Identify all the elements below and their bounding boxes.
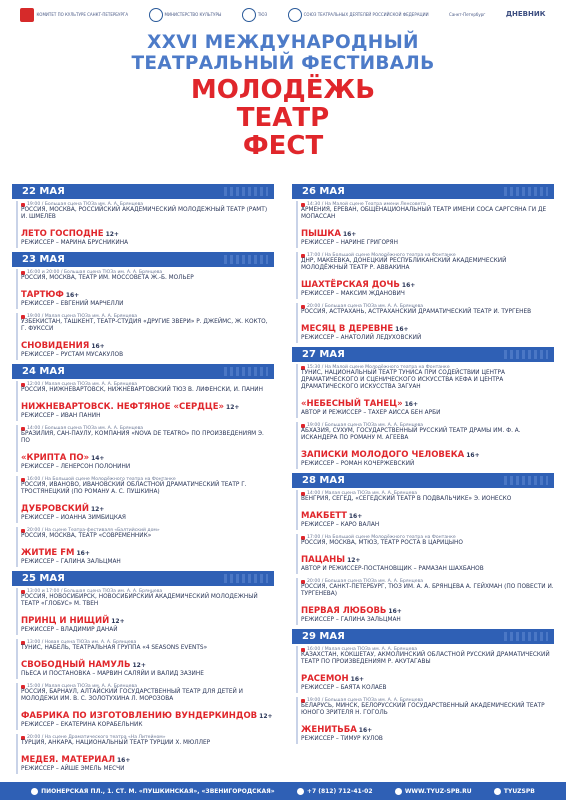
event-item (16, 683, 274, 730)
event-show-line (301, 442, 554, 461)
event-venue-text: 17:00 / На Большой сцене Молодёжного театра на Фонтанке (307, 535, 456, 540)
event-venue-text: 14:00 / Большая сцена ТЮЗа им. А. А. Брянцева (27, 426, 144, 431)
day-date-header: 28 МАЯ (292, 473, 554, 488)
day-block (12, 252, 274, 360)
venue-marker-icon (21, 315, 25, 319)
minkult-logo: МИНИСТЕРСТВО КУЛЬТУРЫ (149, 8, 222, 22)
event-item (16, 476, 274, 523)
venue-marker-icon (21, 427, 25, 431)
event-director: РЕЖИССЕР – ИОАННА ЗИМБИЦКАЯ (21, 515, 126, 521)
event-show-title: ЗАПИСКИ МОЛОДОГО ЧЕЛОВЕКА (301, 450, 465, 460)
event-director: РЕЖИССЕР – МАРИНА БРУСНИКИНА (21, 240, 129, 246)
event-show-line (301, 316, 554, 335)
event-age-rating: 12+ (132, 662, 146, 669)
event-director: РЕЖИССЕР – ТИМУР КУЛОВ (301, 736, 383, 742)
event-age-rating: 14+ (91, 455, 105, 462)
venue-marker-icon (301, 254, 305, 258)
event-company: РОССИЯ, ИВАНОВО, ИВАНОВСКИЙ ОБЛАСТНОЙ ДРАМАТИЧЕСКИЙ ТЕАТР Г. ТРОСТЯНЕЦКИЙ (ПО РОМАНУ А. С. ПУШКИНА) (21, 482, 247, 495)
event-venue-text: 20:00 / На сцене Театра-фестиваля «Балтийский дом» (27, 528, 160, 533)
event-company: РОССИЯ, САНКТ-ПЕТЕРБУРГ, ТЮЗ ИМ. А. А. БРЯНЦЕВА А. ГЕЙХМАН (ПО ПОВЕСТИ И. ТУРГЕНЕВА) (301, 584, 554, 597)
day-block (292, 347, 554, 469)
event-company: АРМЕНИЯ, ЕРЕВАН, ОБЩЕНАЦИОНАЛЬНЫЙ ТЕАТР ИМЕНИ СОСА САРГСЯНА ГИ ДЕ МОПАССАН (301, 207, 547, 220)
event-director: АВТОР И РЕЖИССЕР – ТАХЕР АИССА БЕН АРБИ (301, 410, 441, 416)
event-item (296, 646, 554, 693)
event-show-title: «КРИПТА ПО» (21, 453, 90, 463)
event-age-rating: 16+ (401, 282, 416, 289)
event-show-line (301, 717, 554, 736)
day-block (12, 364, 274, 567)
venue-marker-icon (301, 580, 305, 584)
event-item (16, 313, 274, 360)
event-company: КАЗАХСТАН, КОКШЕТАУ, АКМОЛИНСКИЙ ОБЛАСТНОЙ РУССКИЙ ДРАМАТИЧЕСКИЙ ТЕАТР ПО ПРОИЗВЕДЕНИЯМ Р. АКУТАГАВЫ (301, 652, 550, 665)
event-show-title: ЛЕТО ГОСПОДНЕ (21, 229, 104, 239)
event-item (296, 697, 554, 744)
emblem-icon (288, 8, 302, 22)
event-show-title: «НЕБЕСНЫЙ ТАНЕЦ» (301, 399, 403, 409)
event-show-line (301, 272, 554, 291)
event-age-rating: 12+ (347, 557, 361, 564)
footer-phone[interactable]: +7 (812) 712-41-02 (297, 788, 373, 795)
event-show-title: ФАБРИКА ПО ИЗГОТОВЛЕНИЮ ВУНДЕРКИНДОВ (21, 711, 258, 721)
event-age-rating: 12+ (111, 618, 125, 625)
event-company: БЕЛАРУСЬ, МИНСК, БЕЛОРУССКИЙ ГОСУДАРСТВЕННЫЙ АКАДЕМИЧЕСКИЙ ТЕАТР ЮНОГО ЗРИТЕЛЯ Н. ГОГОЛЬ (301, 703, 545, 716)
event-venue-text: 13:00 / Новая сцена ТЮЗа им. А. А. Брянцева (27, 640, 137, 645)
day-block (292, 473, 554, 625)
event-venue-text: 19:00 / Большая сцена ТЮЗа им. А. А. Брянцева (307, 698, 424, 703)
event-show-title: ЖЕНИТЬБА (301, 725, 357, 735)
venue-marker-icon (301, 536, 305, 540)
event-venue-text: 17:00 / На Большой сцене Молодёжного театра на Фонтанке (307, 253, 456, 258)
venue-marker-icon (21, 641, 25, 645)
event-venue-text: 13:00 и 17:00 / Большая сцена ТЮЗа им. А. А. Брянцева (27, 589, 163, 594)
phone-icon (297, 788, 304, 795)
event-venue-text: 16:00 / Малая сцена ТЮЗа им. А. А. Брянцева (307, 647, 418, 652)
event-show-title: ЖИТИЕ FM (21, 548, 75, 558)
event-show-line (21, 445, 274, 464)
event-venue-text: 19:00 / Малая сцена ТЮЗа им. А. А. Брянцева (27, 314, 138, 319)
event-show-title: РАСЕМОН (301, 674, 349, 684)
vk-icon (494, 788, 501, 795)
event-director: ПЬЕСА И ПОСТАНОВКА – МАРВИН САЛЯЙИ И ВАЛИД ЗАЗИНЕ (21, 671, 204, 677)
day-date-header: 26 МАЯ (292, 184, 554, 199)
event-company: РОССИЯ, АСТРАХАНЬ, АСТРАХАНСКИЙ ДРАМАТИЧЕСКИЙ ТЕАТР И. ТУРГЕНЕВ (301, 309, 532, 315)
event-item (296, 534, 554, 574)
venue-marker-icon (301, 424, 305, 428)
day-block (12, 184, 274, 248)
event-show-line (21, 608, 274, 627)
event-show-line (21, 747, 274, 766)
event-director: РЕЖИССЕР – ИВАН ПАНИН (21, 413, 101, 419)
event-item (296, 490, 554, 530)
day-date-header: 23 МАЯ (12, 252, 274, 267)
event-show-line (301, 547, 554, 566)
event-venue-text: 20:00 / Большая сцена ТЮЗа им. А. А. Брянцева (307, 579, 424, 584)
event-venue-text: 14:30 / На Малой сцене Театра имени Ленсовета (307, 202, 426, 207)
event-director: РЕЖИССЕР – АЙШЕ ЭМЕЛЬ МЕСЧИ (21, 766, 125, 772)
event-company: РОССИЯ, МОСКВА, ТЕАТР ИМ. МОССОВЕТА Ж.-Б. МОЛЬЕР (21, 275, 194, 281)
event-director: РЕЖИССЕР – БАЯТА КОЛАЕВ (301, 685, 387, 691)
globe-icon (395, 788, 402, 795)
event-age-rating: 12+ (90, 506, 105, 513)
day-block (292, 184, 554, 343)
event-item (16, 527, 274, 567)
event-venue-text: 15:00 / Малая сцена ТЮЗа им. А. А. Брянцева (27, 684, 138, 689)
day-date-header: 27 МАЯ (292, 347, 554, 362)
event-item (296, 364, 554, 418)
sponsor-logos (0, 4, 566, 26)
event-age-rating: 16+ (395, 326, 409, 333)
day-date-header: 22 МАЯ (12, 184, 274, 199)
event-age-rating: 16+ (117, 757, 131, 764)
event-director: РЕЖИССЕР – ЕВГЕНИЙ МАРЧЕЛЛИ (21, 301, 124, 307)
day-block (12, 571, 274, 774)
event-item (16, 201, 274, 248)
event-company: ТУНИС, НАБЕЛЬ, ТЕАТРАЛЬНАЯ ГРУППА «4 SEASONS EVENTS» (21, 645, 208, 651)
event-age-rating: 16+ (350, 676, 365, 683)
location-icon (31, 788, 38, 795)
event-company: УЗБЕКИСТАН, ТАШКЕНТ, ТЕАТР-СТУДИЯ «ДРУГИЕ ЗВЕРИ» Р. ДЖЕЙМС, Ж. КОКТО, Г. ФУКССИ (21, 319, 268, 332)
komitet-logo: КОМИТЕТ ПО КУЛЬТУРЕ САНКТ-ПЕТЕРБУРГА (20, 8, 128, 22)
event-show-line (21, 333, 274, 352)
event-age-rating: 16+ (388, 608, 402, 615)
venue-marker-icon (301, 648, 305, 652)
venue-marker-icon (21, 478, 25, 482)
event-company: БРАЗИЛИЯ, САН-ПАУЛУ, КОМПАНИЯ «NOVA DE TEATRO» ПО ПРОИЗВЕДЕНИЯМ Э. ПО (21, 431, 264, 444)
event-show-line (301, 666, 554, 685)
emblem-icon (149, 8, 163, 22)
event-company: РОССИЯ, МОСКВА, РОССИЙСКИЙ АКАДЕМИЧЕСКИЙ МОЛОДЕЖНЫЙ ТЕАТР (РАМТ) И. ШМЕЛЕВ (21, 207, 268, 220)
event-item (16, 269, 274, 309)
event-age-rating: 16+ (65, 292, 80, 299)
venue-marker-icon (21, 271, 25, 275)
event-age-rating: 12+ (259, 713, 273, 720)
event-item (296, 578, 554, 625)
day-date-header: 25 МАЯ (12, 571, 274, 586)
event-show-line (301, 503, 554, 522)
footer-address: ПИОНЕРСКАЯ ПЛ., 1. СТ. М. «ПУШКИНСКАЯ», «ЗВЕНИГОРОДСКАЯ» (31, 788, 274, 795)
venue-marker-icon (21, 383, 25, 387)
title-line-2: ТЕАТРАЛЬНЫЙ ФЕСТИВАЛЬ (131, 52, 435, 74)
event-director: РЕЖИССЕР – МАКСИМ ЖДАНОВИЧ (301, 291, 405, 297)
event-director: РЕЖИССЕР – КАРО ВАЛАН (301, 522, 380, 528)
event-show-title: ПАЦАНЫ (301, 555, 346, 565)
tyuz-logo: ТЮЗ (242, 8, 267, 22)
event-show-line (301, 598, 554, 617)
emblem-icon (242, 8, 256, 22)
venue-marker-icon (301, 366, 305, 370)
event-show-title: ПРИНЦ И НИЩИЙ (21, 616, 110, 626)
event-venue-text: 19:00 / Большая сцена ТЮЗа им. А. А. Брянцева (307, 423, 424, 428)
event-item (296, 201, 554, 248)
venue-marker-icon (301, 699, 305, 703)
event-company: ДНР, МАКЕЕВКА, ДОНЕЦКИЙ РЕСПУБЛИКАНСКИЙ АКАДЕМИЧЕСКИЙ МОЛОДЁЖНЫЙ ТЕАТР Р. АВВАКИНА (301, 258, 507, 271)
event-item (296, 303, 554, 343)
venue-marker-icon (21, 685, 25, 689)
event-director: РЕЖИССЕР – ВЛАДИМИР ДАНАЙ (21, 627, 118, 633)
event-venue-text: 14:00 / Малая сцена ТЮЗа им. А. А. Брянцева (307, 491, 418, 496)
event-show-line (301, 221, 554, 240)
event-show-line (21, 496, 274, 515)
event-venue-text: 20:00 / На сцене Драматического театра «На Литейном» (27, 735, 166, 740)
event-director: РЕЖИССЕР – ГАЛИНА ЗАЛЬЦМАН (301, 617, 401, 623)
event-show-title: СВОБОДНЫЙ НАМУЛЬ (21, 660, 131, 670)
schedule-left-column (12, 184, 274, 778)
event-company: РОССИЯ, МОСКВА, ТЕАТР «СОВРЕМЕННИК» (21, 533, 152, 539)
fond-logo: Санкт-Петербург (449, 11, 486, 17)
event-company: РОССИЯ, БАРНАУЛ, АЛТАЙСКИЙ ГОСУДАРСТВЕННЫЙ ТЕАТР ДЛЯ ДЕТЕЙ И МОЛОДЕЖИ ИМ. В. С. ЗОЛОТУХИНА Л. МОРОЗОВА (21, 689, 244, 702)
event-company: ТУНИС, НАЦИОНАЛЬНЫЙ ТЕАТР ТУНИСА ПРИ СОДЕЙСТВИИ ЦЕНТРА ДРАМАТИЧЕСКОГО И СЦЕНИЧЕСКОГО ИСКУССТВА КЕФА И ЦЕНТРА ДРАМАТИЧЕСКОГО ИСКУССТВА ЗАГУАН (301, 370, 505, 390)
venue-marker-icon (301, 492, 305, 496)
event-show-title: ТАРТЮФ (21, 290, 64, 300)
event-show-title: МЕДЕЯ. МАТЕРИАЛ (21, 755, 115, 765)
event-age-rating: 16+ (91, 343, 105, 350)
event-company: РОССИЯ, МОСКВА, МТЮЗ, ТЕАТР РОСТА В ЦАРИЦЫНО (301, 540, 463, 546)
event-show-title: ДУБРОВСКИЙ (21, 504, 89, 514)
event-show-line (21, 703, 274, 722)
event-show-title: МЕСЯЦ В ДЕРЕВНЕ (301, 324, 394, 334)
schedule-right-column (292, 184, 554, 748)
event-director: РЕЖИССЕР – ЛЕНЕРСОН ПОЛОНИНИ (21, 464, 131, 470)
event-show-title: ПЕРВАЯ ЛЮБОВЬ (301, 606, 387, 616)
event-item (16, 588, 274, 635)
event-show-title: НИЖНЕВАРТОВСК. НЕФТЯНОЕ «СЕРДЦЕ» (21, 402, 225, 412)
event-venue-text: 20:00 / Большая сцена ТЮЗа им. А. А. Брянцева (307, 304, 424, 309)
venue-marker-icon (21, 590, 25, 594)
event-age-rating: 12+ (105, 231, 119, 238)
festival-title (0, 34, 566, 159)
event-company: РОССИЯ, НОВОСИБИРСК, НОВОСИБИРСКИЙ АКАДЕМИЧЕСКИЙ МОЛОДЕЖНЫЙ ТЕАТР «ГЛОБУС» М. ТВЕН (21, 594, 258, 607)
event-venue-text: 12:00 / Малая сцена ТЮЗа им. А. А. Брянцева (27, 382, 138, 387)
event-venue-text: 16:00 и 20:00 / Большая сцена ТЮЗа им. А. А. Брянцева (27, 270, 163, 275)
event-item (16, 734, 274, 774)
venue-marker-icon (301, 305, 305, 309)
footer-social[interactable]: TYUZSPB (494, 788, 535, 795)
day-block (292, 629, 554, 744)
dnevnik-logo: ДНЕВНИК (505, 10, 546, 19)
event-item (16, 381, 274, 421)
day-date-header: 24 МАЯ (12, 364, 274, 379)
venue-marker-icon (21, 203, 25, 207)
event-age-rating: 16+ (404, 401, 418, 408)
event-show-line (21, 394, 274, 413)
event-age-rating: 16+ (358, 727, 373, 734)
event-director: РЕЖИССЕР – РОМАН КОЧЕРЖЕВСКИЙ (301, 461, 415, 467)
event-age-rating: 12+ (226, 404, 240, 411)
event-venue-text: 16:00 / На Большой сцене Молодёжного театра на Фонтанке (27, 477, 176, 482)
event-company: ВЕНГРИЯ, СЕГЕД, «СЕГЕДСКИЙ ТЕАТР В ПОДВАЛЬЧИКЕ» Э. ИОНЕСКО (301, 496, 512, 502)
event-show-line (21, 221, 274, 240)
footer-site[interactable]: WWW.TYUZ-SPB.RU (395, 788, 472, 795)
event-age-rating: 16+ (348, 513, 363, 520)
day-date-header: 29 МАЯ (292, 629, 554, 644)
event-venue-text: 19:00 / Большая сцена ТЮЗа им. А. А. Брянцева (27, 202, 144, 207)
event-venue-text: 15:30 / На Малой сцене Молодёжного театра на Фонтанке (307, 365, 450, 370)
venue-marker-icon (301, 203, 305, 207)
event-item (296, 252, 554, 299)
emblem-icon (20, 8, 34, 22)
event-show-title: МАКБЕТТ (301, 511, 347, 521)
event-director: РЕЖИССЕР – АНАТОЛИЙ ЛЕДУХОВСКИЙ (301, 335, 422, 341)
event-show-line (21, 652, 274, 671)
event-show-line (21, 282, 274, 301)
event-show-line (301, 391, 554, 410)
event-director: РЕЖИССЕР – НАРИНЕ ГРИГОРЯН (301, 240, 398, 246)
event-director: АВТОР И РЕЖИССЕР-ПОСТАНОВЩИК – РАМАЗАН ШАХБАНОВ (301, 566, 484, 572)
title-line-1: XXVI МЕЖДУНАРОДНЫЙ (147, 32, 419, 53)
event-company: АБХАЗИЯ, СУХУМ, ГОСУДАРСТВЕННЫЙ РУССКИЙ ТЕАТР ДРАМЫ ИМ. Ф. А. ИСКАНДЕРА ПО РОМАНУ М. АГЕЕВА (301, 428, 521, 441)
venue-marker-icon (21, 529, 25, 533)
title-line-5: ФЕСТ (242, 131, 324, 161)
event-age-rating: 16+ (342, 231, 357, 238)
std-logo: СОЮЗ ТЕАТРАЛЬНЫХ ДЕЯТЕЛЕЙ РОССИЙСКОЙ ФЕДЕРАЦИИ (288, 8, 429, 22)
event-company: РОССИЯ, НИЖНЕВАРТОВСК, НИЖНЕВАРТОВСКИЙ ТЮЗ В. ЛИФЕНСКИ, И. ПАНИН (21, 387, 264, 393)
event-item (296, 422, 554, 469)
title-line-3: МОЛОДЁЖЬ (190, 75, 376, 105)
event-director: РЕЖИССЕР – ЕКАТЕРИНА КОРАБЕЛЬНИК (21, 722, 143, 728)
event-director: РЕЖИССЕР – РУСТАМ МУСАКУЛОВ (21, 352, 124, 358)
event-item (16, 639, 274, 679)
event-show-line (21, 540, 274, 559)
event-item (16, 425, 274, 472)
footer-bar (0, 782, 566, 800)
event-director: РЕЖИССЕР – ГАЛИНА ЗАЛЬЦМАН (21, 559, 121, 565)
venue-marker-icon (21, 736, 25, 740)
event-age-rating: 16+ (466, 452, 480, 459)
event-show-title: ПЫШКА (301, 229, 341, 239)
event-company: ТУРЦИЯ, АНКАРА, НАЦИОНАЛЬНЫЙ ТЕАТР ТУРЦИИ Х. МЮЛЛЕР (21, 740, 211, 746)
event-age-rating: 16+ (76, 550, 90, 557)
title-line-4: ТЕАТР (236, 103, 330, 133)
event-show-title: СНОВИДЕНИЯ (21, 341, 90, 351)
event-show-title: ШАХТЁРСКАЯ ДОЧЬ (301, 280, 400, 290)
